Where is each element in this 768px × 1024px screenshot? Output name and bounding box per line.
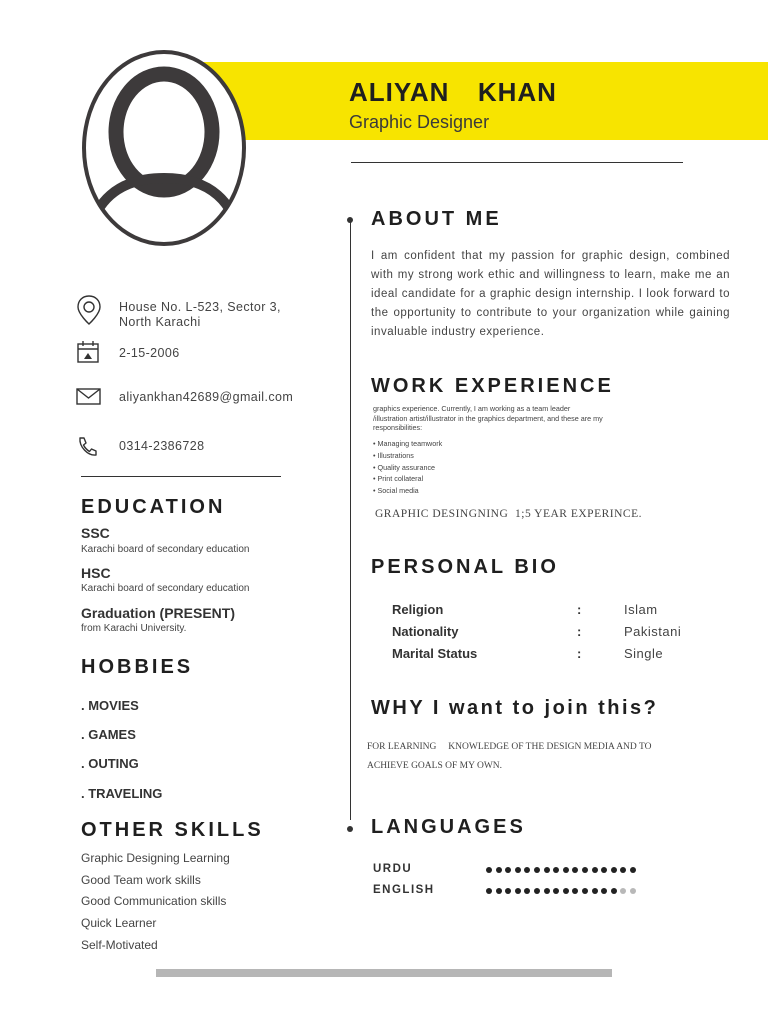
rating-dot [592, 867, 598, 873]
bio-separator: : [577, 624, 582, 639]
bio-heading: PERSONAL BIO [371, 556, 559, 578]
skills-heading: OTHER SKILLS [81, 819, 264, 841]
bio-label: Nationality [392, 624, 459, 639]
bio-separator: : [577, 646, 582, 661]
rating-dot [515, 888, 521, 894]
why-text: FOR LEARNING KNOWLEDGE OF THE DESIGN MEDIA AND TO ACHIEVE GOALS OF MY OWN. [367, 742, 652, 771]
rating-dot [553, 888, 559, 894]
candidate-name: ALIYAN KHAN [349, 77, 557, 107]
rating-dot [496, 867, 502, 873]
rating-dot [534, 867, 540, 873]
rating-dot [544, 867, 550, 873]
location-pin-icon [76, 294, 102, 324]
work-responsibilities [373, 438, 442, 497]
rating-dot [620, 888, 626, 894]
list-item: • Print collateral [373, 474, 424, 484]
rating-dot [563, 867, 569, 873]
work-heading: WORK EXPERIENCE [371, 375, 614, 397]
rating-dot [611, 888, 617, 894]
contact-address: House No. L-523, Sector 3, North Karachi [119, 300, 281, 329]
contact-divider [81, 476, 281, 477]
work-intro: graphics experience. Currently, I am working as a team leader /illustration artist/illustrator in the graphics department, and these are my responsibilities: [373, 404, 603, 432]
rating-dot [592, 888, 598, 894]
about-text: I am confident that my passion for graphic design, combined with my strong work ethic and willingness to learn, make me an ideal candidate for a graphic design internship. I look forward to the opportunity to contribute to your organization while gaining invaluable industry experience. [371, 250, 730, 338]
timeline-dot [347, 217, 353, 223]
language-name: ENGLISH [373, 884, 435, 896]
work-summary: GRAPHIC DESINGNING 1;5 YEAR EXPERINCE. [375, 508, 642, 520]
list-item: • Quality assurance [373, 462, 436, 472]
avatar-icon [82, 50, 246, 246]
education-title: HSC [81, 565, 111, 581]
bio-value: Islam [624, 602, 658, 617]
rating-dot [630, 867, 636, 873]
rating-dot [620, 867, 626, 873]
rating-dot [524, 888, 530, 894]
list-item: • Managing teamwork [373, 439, 443, 448]
rating-dot [630, 888, 636, 894]
education-heading: EDUCATION [81, 496, 226, 518]
candidate-title: Graphic Designer [349, 112, 490, 132]
timeline-line [350, 220, 351, 820]
timeline-dot [347, 826, 353, 832]
education-subtitle: Karachi board of secondary education [81, 583, 250, 594]
header-divider [351, 162, 683, 163]
rating-dot [611, 867, 617, 873]
rating-dot [601, 867, 607, 873]
language-rating [486, 867, 636, 874]
rating-dot [534, 888, 540, 894]
hobby-item: . MOVIES [81, 698, 139, 713]
contact-phone[interactable]: 0314-2386728 [119, 439, 205, 453]
mail-icon [76, 387, 102, 417]
skill-item: Graphic Designing Learning [81, 851, 230, 865]
rating-dot [524, 867, 530, 873]
language-rating [486, 888, 636, 895]
phone-icon [76, 436, 102, 466]
skill-item: Quick Learner [81, 916, 157, 930]
rating-dot [505, 867, 511, 873]
why-heading: WHY I want to join this? [371, 697, 659, 719]
rating-dot [601, 888, 607, 894]
education-title: Graduation (PRESENT) [81, 605, 236, 621]
rating-dot [496, 888, 502, 894]
bio-label: Religion [392, 602, 444, 617]
education-subtitle: Karachi board of secondary education [81, 544, 250, 555]
rating-dot [563, 888, 569, 894]
contact-date: 2-15-2006 [119, 346, 180, 360]
skill-item: Good Team work skills [81, 873, 201, 887]
languages-heading: LANGUAGES [371, 816, 526, 838]
language-name: URDU [373, 863, 413, 875]
about-heading: ABOUT ME [371, 208, 502, 230]
rating-dot [582, 888, 588, 894]
hobby-item: . TRAVELING [81, 786, 163, 801]
rating-dot [486, 867, 492, 873]
rating-dot [515, 867, 521, 873]
rating-dot [505, 888, 511, 894]
bio-separator: : [577, 602, 582, 617]
bio-label: Marital Status [392, 646, 478, 661]
calendar-icon [76, 340, 102, 370]
skill-item: Good Communication skills [81, 894, 227, 908]
list-item: • Social media [373, 486, 419, 496]
rating-dot [582, 867, 588, 873]
rating-dot [553, 867, 559, 873]
bio-value: Pakistani [624, 624, 682, 639]
list-item: • Illustrations [373, 450, 414, 460]
skill-item: Self-Motivated [81, 938, 158, 952]
rating-dot [544, 888, 550, 894]
contact-email[interactable]: aliyankhan42689@gmail.com [119, 390, 294, 404]
education-title: SSC [81, 525, 110, 541]
footer-bar [156, 969, 612, 977]
rating-dot [486, 888, 492, 894]
bio-value: Single [624, 646, 664, 661]
rating-dot [572, 888, 578, 894]
hobby-item: . GAMES [81, 727, 136, 742]
hobbies-heading: HOBBIES [81, 656, 194, 678]
rating-dot [572, 867, 578, 873]
education-subtitle: from Karachi University. [81, 623, 187, 634]
hobby-item: . OUTING [81, 756, 139, 771]
